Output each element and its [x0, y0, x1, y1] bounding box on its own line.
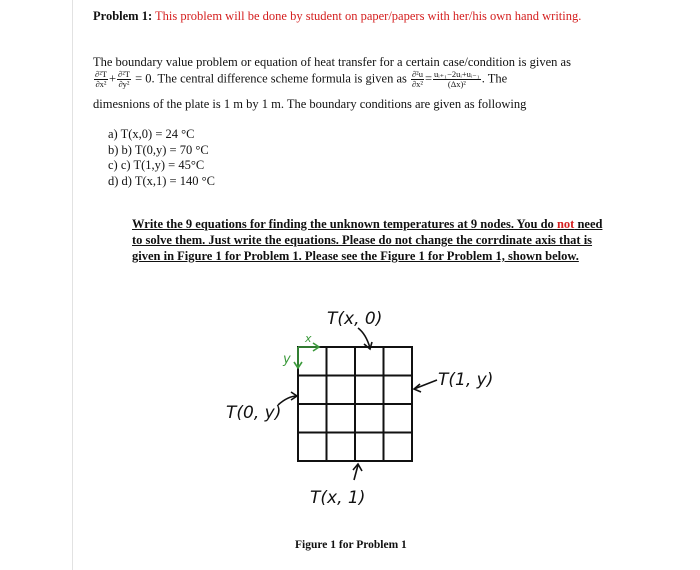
intro-text-3: dimesnions of the plate is 1 m by 1 m. The boundary conditions are given as following: [93, 97, 527, 111]
equals-sign: =: [424, 71, 433, 86]
right-boundary-label: T(1, y): [438, 370, 494, 390]
left-boundary-label: T(0, y): [226, 403, 282, 423]
condition-a: a) T(x,0) = 24 °C: [108, 127, 195, 141]
fraction-central-difference: $\frac{\text{uᵢ₊₁−2uᵢ+uᵢ₋₁}}{\text{(Δx)²}}$: [434, 69, 480, 89]
fraction-d2u-dx2: $\frac{\text{∂²u}}{\text{∂x²}}$: [411, 69, 423, 89]
y-axis-label: y: [283, 352, 291, 367]
fraction-d2T-dx2: $\frac{\text{∂²T}}{\text{∂x²}}$: [95, 69, 107, 89]
right-arrow-icon: [414, 380, 437, 389]
equation-text: = 0. The central difference scheme formula is given as: [135, 71, 407, 86]
condition-b: b) b) T(0,y) = 70 °C: [108, 142, 209, 157]
the-text: . The: [481, 71, 508, 86]
instruction-text-after: need to solve them. Just write the equations. Please do not change the corrdinate axis that is given in Figure 1 for Problem 1. Please see the Figure 1 for Problem 1, shown below.: [132, 217, 603, 263]
grid: [298, 347, 412, 461]
plus-sign: +: [108, 71, 117, 86]
top-boundary-label: T(x, 0): [327, 309, 383, 329]
problem-note: This problem will be done by student on paper/papers with her/his own hand writing.: [155, 9, 582, 23]
condition-c: c) c) T(1,y) = 45°C: [108, 158, 205, 172]
problem-label: Problem 1:: [93, 9, 153, 23]
figure-caption: Figure 1 for Problem 1: [295, 539, 407, 551]
bottom-boundary-label: T(x, 1): [310, 488, 366, 508]
intro-text-1: The boundary value problem or equation of heat transfer for a certain case/condition is given as: [93, 55, 571, 69]
instruction-not-word: not: [556, 217, 575, 231]
x-axis-label: x: [305, 332, 312, 345]
condition-d: d) d) T(x,1) = 140 °C: [108, 173, 215, 188]
fraction-d2T-dy2: $\frac{\text{∂²T}}{\text{∂y²}}$: [118, 69, 130, 89]
instruction-text-before: Write the 9 equations for finding the unknown temperatures at 9 nodes. You do: [132, 217, 557, 231]
